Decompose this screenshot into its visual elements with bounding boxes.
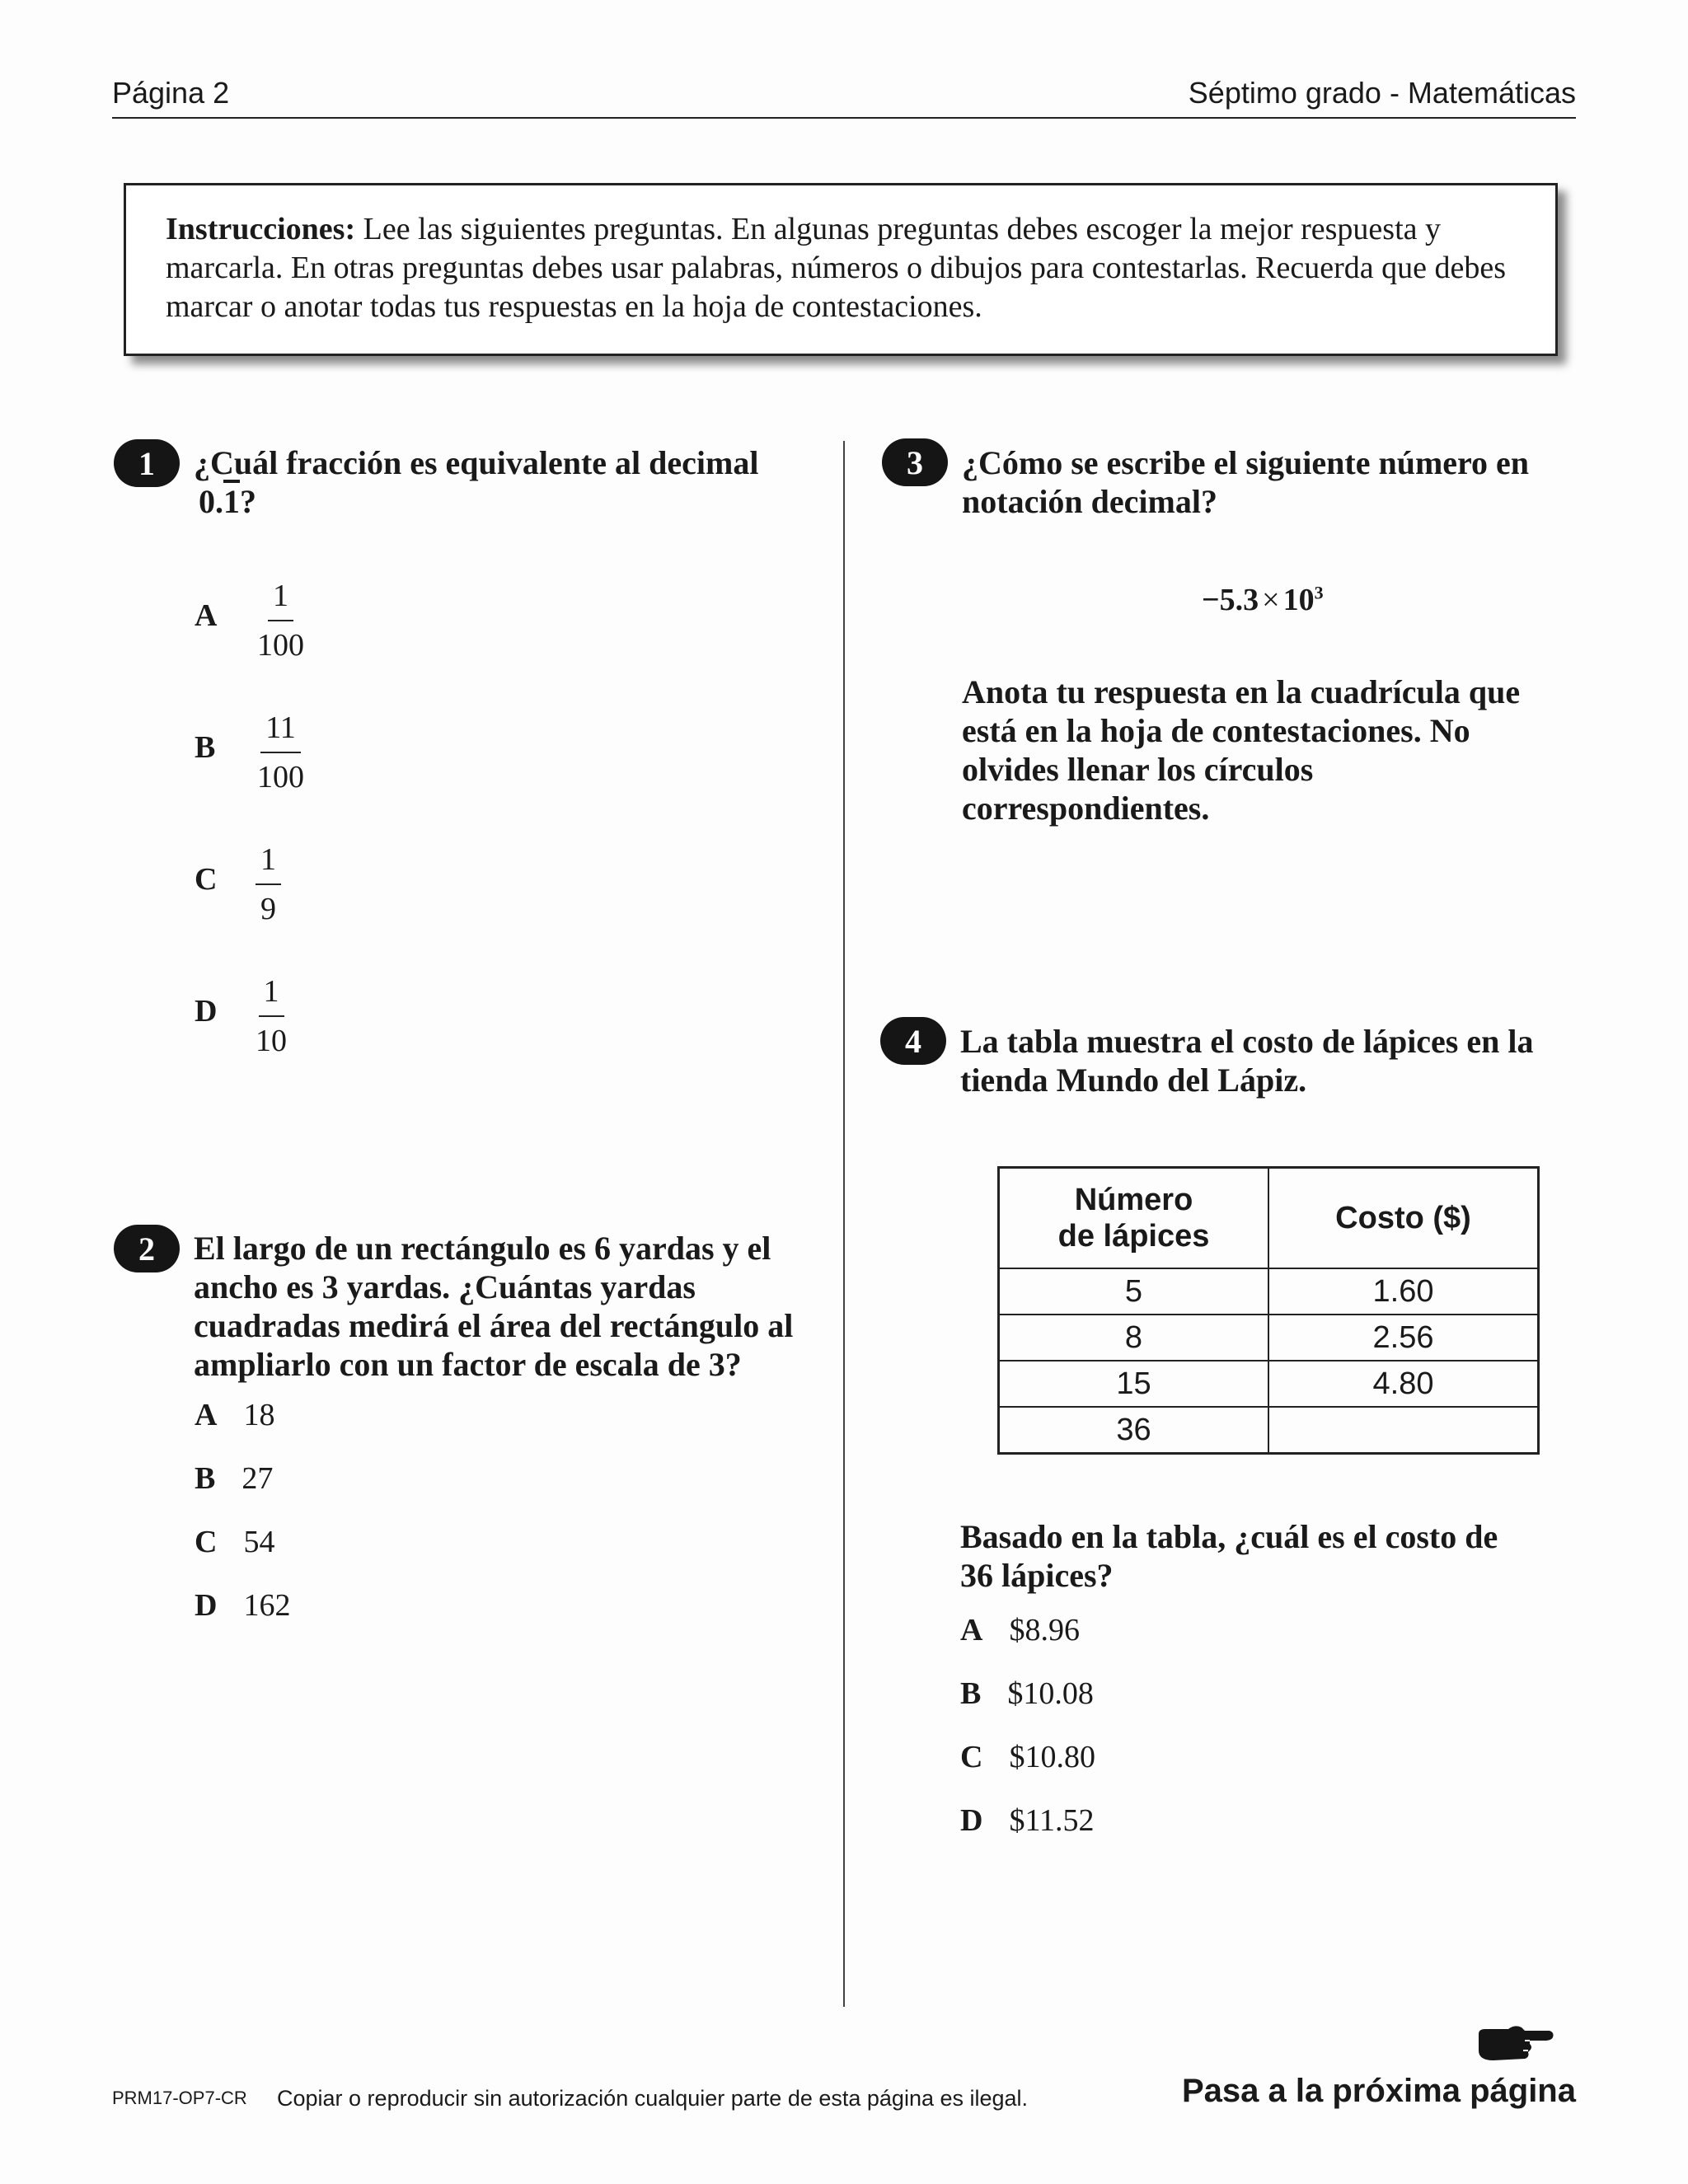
expression-base: −5.3 (1202, 583, 1259, 617)
column-header-count (999, 1168, 1269, 1269)
expression-exponent: 3 (1314, 582, 1324, 603)
cell-count: 15 (999, 1361, 1269, 1407)
answer-grid-instructions (962, 673, 1605, 827)
question-4-prompt (960, 1517, 1611, 1595)
scientific-notation-expression (1202, 582, 1324, 618)
fraction-denominator: 100 (257, 628, 304, 663)
question-1-text (194, 443, 820, 521)
choice-d-fraction[interactable] (256, 971, 287, 1062)
choice-d[interactable] (960, 1802, 1095, 1839)
subject-title: Séptimo grado - Matemáticas (1188, 76, 1576, 110)
choice-letter: D (195, 1588, 218, 1623)
choice-letter[interactable]: D (195, 994, 218, 1029)
cell-count: 36 (999, 1407, 1269, 1454)
choice-c[interactable] (195, 1524, 274, 1560)
question-number-badge: 1 (114, 439, 180, 487)
choice-d[interactable] (195, 1587, 290, 1624)
question-1-decimal (194, 482, 820, 521)
instruction-line: olvides llenar los círculos (962, 751, 1314, 788)
question-4-line: tienda Mundo del Lápiz. (960, 1062, 1307, 1099)
choice-a-fraction[interactable] (257, 575, 304, 666)
choice-value: $11.52 (1009, 1803, 1095, 1838)
column-divider (843, 441, 845, 2007)
pencil-cost-table (997, 1166, 1540, 1455)
question-mark: ? (240, 483, 256, 520)
question-2-text (194, 1229, 837, 1384)
instructions-heading: Instrucciones: (166, 212, 356, 246)
choice-c-fraction[interactable] (256, 839, 281, 930)
next-page-label: Pasa a la próxima página (1182, 2073, 1576, 2109)
prompt-line: Basado en la tabla, ¿cuál es el costo de (960, 1518, 1498, 1555)
table-row (999, 1315, 1539, 1361)
question-4-text (960, 1022, 1611, 1099)
question-number-badge: 3 (882, 438, 948, 486)
choice-a[interactable] (195, 1397, 274, 1433)
decimal-integer: 0. (199, 483, 223, 520)
question-3-line: ¿Cómo se escribe el siguiente número en (962, 444, 1530, 481)
choice-b-fraction[interactable] (257, 707, 304, 798)
choice-letter: A (960, 1613, 983, 1647)
choice-letter[interactable]: B (195, 730, 216, 765)
choice-value: 54 (243, 1525, 275, 1559)
form-code: PRM17-OP7-CR (112, 2088, 247, 2108)
cell-count: 5 (999, 1268, 1269, 1315)
question-1-line: ¿Cuál fracción es equivalente al decimal (194, 444, 759, 481)
choice-letter: B (195, 1461, 216, 1496)
question-2-line: ancho es 3 yardas. ¿Cuántas yardas (194, 1268, 696, 1305)
choice-value: $10.80 (1009, 1740, 1095, 1774)
instruction-line: está en la hoja de contestaciones. No (962, 712, 1470, 749)
choice-value: $10.08 (1007, 1676, 1094, 1711)
question-2-line: cuadradas medirá el área del rectángulo al (194, 1307, 794, 1344)
prompt-line: 36 lápices? (960, 1557, 1114, 1594)
cell-cost (1268, 1407, 1539, 1454)
cell-cost: 2.56 (1268, 1315, 1539, 1361)
copyright-notice: Copiar o reproducir sin autorización cualquier parte de esta página es ilegal. (277, 2086, 1029, 2111)
instruction-line: Anota tu respuesta en la cuadrícula que (962, 673, 1521, 710)
times-sign: × (1262, 583, 1280, 617)
fraction-numerator: 1 (259, 971, 284, 1017)
choice-value: 27 (241, 1461, 274, 1496)
repeating-digit: 1 (223, 483, 240, 520)
page-number: Página 2 (112, 76, 230, 110)
fraction-denominator: 100 (257, 760, 304, 794)
choice-value: 162 (243, 1588, 291, 1623)
cell-cost: 1.60 (1268, 1268, 1539, 1315)
cell-count: 8 (999, 1315, 1269, 1361)
question-2-line: El largo de un rectángulo es 6 yardas y el (194, 1230, 771, 1267)
choice-c[interactable] (960, 1739, 1095, 1775)
table-row (999, 1407, 1539, 1454)
fraction-numerator: 1 (268, 575, 293, 621)
question-3-text (962, 443, 1605, 521)
cell-cost: 4.80 (1268, 1361, 1539, 1407)
table-row (999, 1361, 1539, 1407)
choice-letter: B (960, 1676, 982, 1711)
fraction-denominator: 9 (260, 892, 276, 926)
header-line: de lápices (1057, 1219, 1210, 1254)
instructions-box (124, 183, 1558, 356)
instructions-text: Lee las siguientes preguntas. En algunas preguntas debes escoger la mejor respuesta y marcarla. En otras preguntas debes usar palabras, números o dibujos para contestarlas. Recuerda que debes marcar o anotar todas tus respuestas en la hoja de contestaciones. (166, 212, 1507, 324)
expression-ten: 10 (1282, 583, 1315, 617)
header-divider (112, 117, 1576, 119)
choice-letter: C (960, 1740, 983, 1774)
question-number-badge: 4 (880, 1017, 946, 1065)
fraction-numerator: 11 (260, 707, 301, 753)
choice-b[interactable] (195, 1460, 273, 1497)
fraction-numerator: 1 (256, 839, 281, 885)
column-header-cost: Costo ($) (1268, 1168, 1539, 1269)
fraction-denominator: 10 (256, 1024, 287, 1058)
table-row (999, 1268, 1539, 1315)
choice-value: $8.96 (1009, 1613, 1080, 1647)
choice-letter: A (195, 1398, 218, 1432)
question-number-badge: 2 (114, 1225, 180, 1272)
instruction-line: correspondientes. (962, 790, 1210, 827)
pointing-hand-icon (1475, 2021, 1554, 2065)
table-header-row (999, 1168, 1539, 1269)
choice-letter[interactable]: A (195, 598, 218, 633)
question-4-line: La tabla muestra el costo de lápices en la (960, 1023, 1534, 1060)
choice-value: 18 (243, 1398, 275, 1432)
choice-letter[interactable]: C (195, 862, 218, 897)
question-2-line: ampliarlo con un factor de escala de 3? (194, 1346, 742, 1383)
choice-b[interactable] (960, 1675, 1094, 1712)
choice-letter: D (960, 1803, 983, 1838)
choice-letter: C (195, 1525, 218, 1559)
header-line: Número (1074, 1183, 1193, 1217)
question-3-line: notación decimal? (962, 483, 1217, 520)
choice-a[interactable] (960, 1612, 1080, 1648)
